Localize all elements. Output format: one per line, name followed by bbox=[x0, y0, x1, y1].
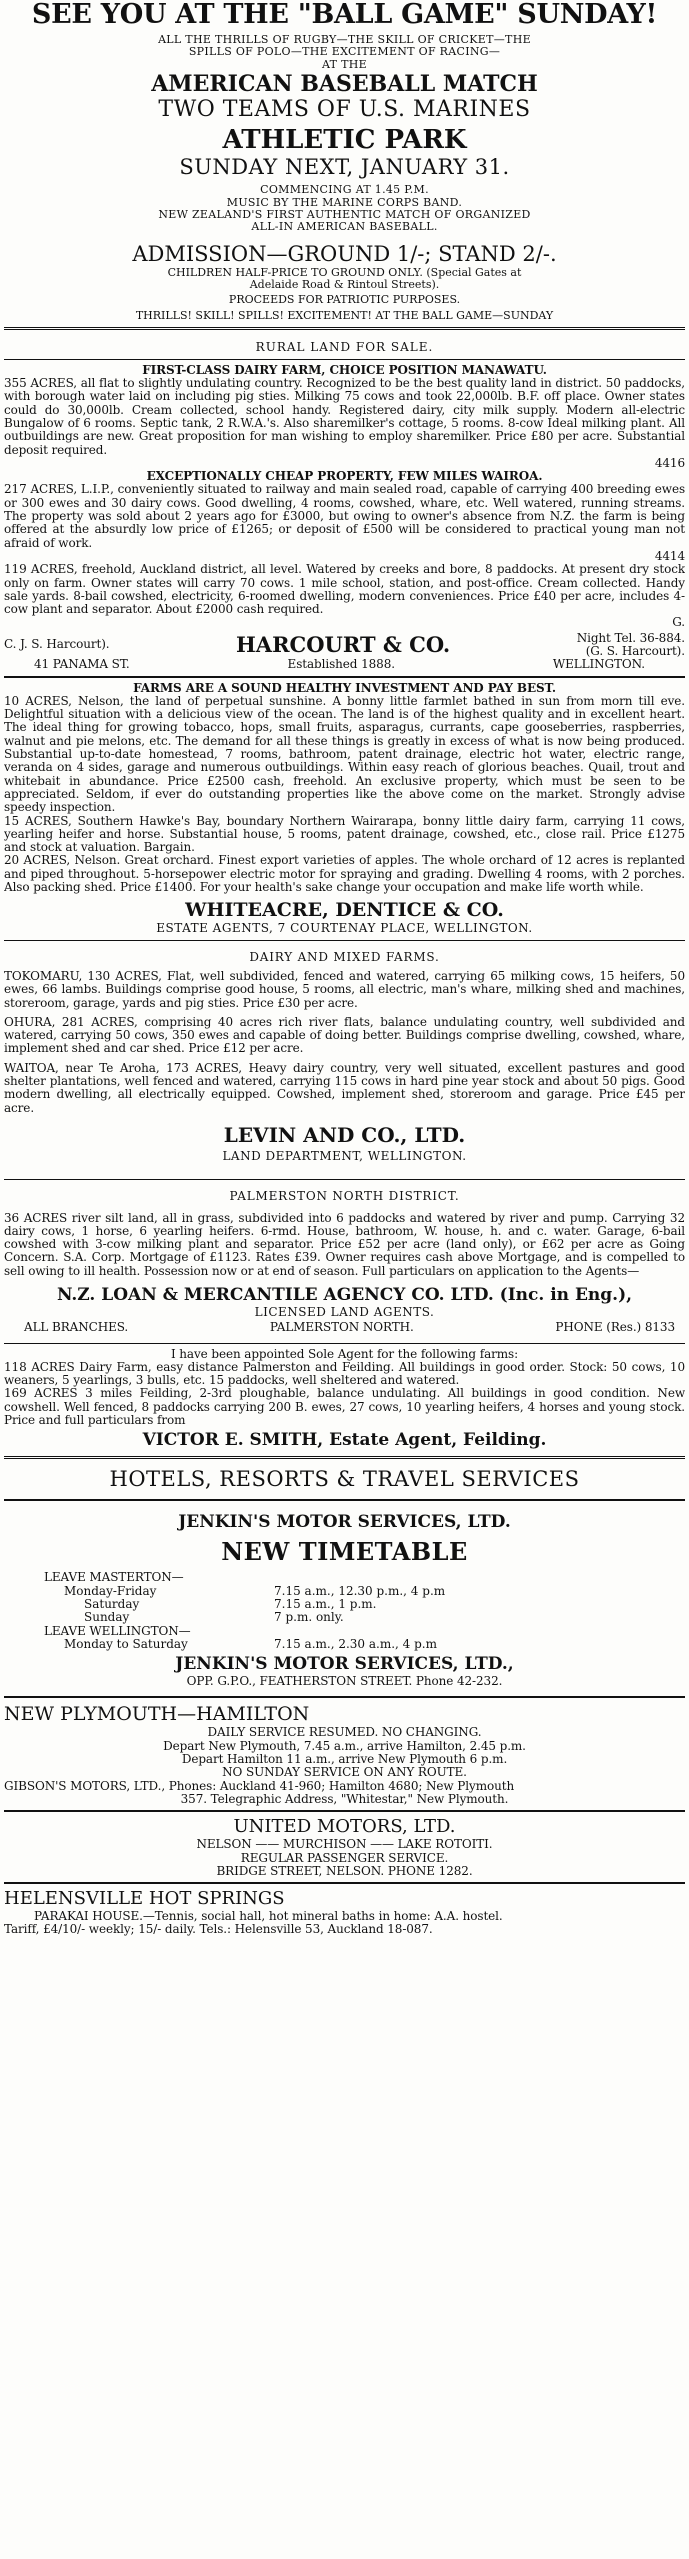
plymouth-ad bbox=[4, 1702, 685, 1806]
whiteacre-ad bbox=[4, 682, 685, 936]
ballgame-proceeds: PROCEEDS FOR PATRIOTIC PURPOSES. bbox=[228, 292, 461, 306]
jenkins-title2: JENKIN'S MOTOR SERVICES, LTD., bbox=[175, 1654, 514, 1675]
nzloan-licensed: LICENSED LAND AGENTS. bbox=[254, 1304, 435, 1319]
jenkins-title: JENKIN'S MOTOR SERVICES, LTD. bbox=[178, 1512, 511, 1533]
jenkins-masterton-table bbox=[64, 1585, 455, 1625]
divider bbox=[4, 1179, 685, 1180]
rural-p2-ref: 4414 bbox=[654, 548, 685, 563]
nzloan-ad bbox=[4, 1184, 685, 1334]
ballgame-date: SUNDAY NEXT, JANUARY 31. bbox=[179, 155, 510, 180]
nzloan-branches: ALL BRANCHES. bbox=[24, 1320, 129, 1335]
jenkins-leave1: LEAVE MASTERTON— bbox=[44, 1570, 184, 1585]
smith-p2: 169 ACRES 3 miles Feilding, 2-3rd ploughable, balance undulating. All buildings in good condition. New cowshell. Well fenced, 8 paddocks carrying 200 B. ewes, 27 cows, 10 yearling heifers, 4 horses and young stock. Price and full particulars from bbox=[4, 1386, 685, 1428]
nzloan-pn: PALMERSTON NORTH. bbox=[269, 1320, 414, 1335]
table-row bbox=[64, 1598, 455, 1611]
jenkins-ad bbox=[4, 1505, 685, 1688]
table-cell: Monday to Saturday bbox=[64, 1636, 188, 1651]
rural-sub1: FIRST-CLASS DAIRY FARM, CHOICE POSITION MANAWATU. bbox=[142, 362, 547, 377]
rural-sub2: EXCEPTIONALLY CHEAP PROPERTY, FEW MILES WAIROA. bbox=[146, 469, 543, 484]
table-row bbox=[64, 1585, 455, 1598]
divider bbox=[4, 940, 685, 941]
whiteacre-agent: WHITEACRE, DENTICE & CO. bbox=[185, 899, 504, 922]
rural-p1-ref: 4416 bbox=[654, 455, 685, 470]
table-cell: Sunday bbox=[84, 1610, 130, 1625]
ballgame-teams: TWO TEAMS OF U.S. MARINES bbox=[158, 97, 531, 123]
levin-agent: LEVIN AND CO., LTD. bbox=[223, 1122, 466, 1147]
rural-agent: HARCOURT & CO. bbox=[235, 632, 451, 657]
ballgame-thrills: THRILLS! SKILL! SPILLS! EXCITEMENT! AT THE BALL GAME—SUNDAY bbox=[135, 309, 554, 323]
harcourt-ad bbox=[4, 335, 685, 671]
levin-p3: WAITOA, near Te Aroha, 173 ACRES, Heavy dairy country, very well situated, excellent pastures and good shelter plantations, well fenced and watered, carrying 115 cows in hard pine year stock and about 50 pigs. Good modern dwelling, all electrically equipped. Cowshed, implement shed, storeroom and garage. Price £45 per acre. bbox=[4, 1060, 685, 1115]
rural-p2: 217 ACRES, L.I.P., conveniently situated to railway and main sealed road, capable of carrying 400 breeding ewes or 300 ewes and 30 dairy cows. Good dwelling, 4 rooms, cowshed, whare, etc. Well watered, running streams. The property was sold about 2 years ago for £3000, but owing to owner's absence from N.Z. the farm is being offered at the absurdly low price of £1265; or deposit of £500 will be considered to practical young man not afraid of work. bbox=[4, 482, 685, 550]
rural-p3-ref: G. bbox=[672, 615, 685, 630]
united-l1: NELSON —— MURCHISON —— LAKE ROTOITI. bbox=[196, 1837, 493, 1852]
ballgame-first1: NEW ZEALAND'S FIRST AUTHENTIC MATCH OF ORGANIZED bbox=[158, 208, 531, 222]
nzloan-phone: PHONE (Res.) 8133 bbox=[555, 1320, 675, 1335]
ballgame-headline: SEE YOU AT THE "BALL GAME" SUNDAY! bbox=[31, 0, 658, 30]
table-cell: Monday-Friday bbox=[64, 1583, 157, 1598]
levin-heading: DAIRY AND MIXED FARMS. bbox=[249, 949, 440, 964]
united-title: UNITED MOTORS, LTD. bbox=[233, 1816, 456, 1838]
nzloan-agent: N.Z. LOAN & MERCANTILE AGENCY CO. LTD. (Inc. in Eng.), bbox=[56, 1284, 633, 1305]
ballgame-at-the: AT THE bbox=[322, 57, 367, 71]
jenkins-address: OPP. G.P.O., FEATHERSTON STREET. Phone 42-232. bbox=[186, 1674, 503, 1689]
divider bbox=[4, 1499, 685, 1501]
rural-city: WELLINGTON. bbox=[552, 657, 645, 672]
smith-p1: 118 ACRES Dairy Farm, easy distance Palmerston and Feilding. All buildings in good order. Stock: 50 cows, 10 weaners, 5 yearlings, 3 bulls, etc. 15 paddocks, well sheltered and watered. bbox=[4, 1359, 685, 1388]
ballgame-children2: Adelaide Road & Rintoul Streets). bbox=[249, 278, 440, 292]
plymouth-l4: NO SUNDAY SERVICE ON ANY ROUTE. bbox=[222, 1765, 467, 1780]
rural-left-small: C. J. S. Harcourt). bbox=[4, 637, 110, 652]
ballgame-venue: ATHLETIC PARK bbox=[222, 125, 467, 156]
divider bbox=[4, 1343, 685, 1344]
united-ad bbox=[4, 1816, 685, 1878]
whiteacre-p1: 10 ACRES, Nelson, the land of perpetual sunshine. A bonny little farmlet bathed in sun from morn till eve. Delightful situation with a delicious view of the ocean. The land is of the highest quality and in excellent heart. The ideal thing for growing tobacco, hops, small fruits, asparagus, currants, cape gooseberries, raspberries, walnut and pie melons, etc. The demand for all these things is greatly in excess of what is now being produced. Substantial up-to-date homestead, 7 rooms, bathroom, patent drainage, electric hot water, electric range, veranda on 4 sides, garage and numerous outbuildings. Within easy reach of glorious beaches. Quail, trout and whitebait in abundance. Price £2500 cash, freehold. An exclusive property, which must be seen to be appreciated. Seldom, if ever do outstanding properties like the above come on the market. Strongly advise speedy inspection. bbox=[4, 693, 685, 815]
hotels-heading: HOTELS, RESORTS & TRAVEL SERVICES bbox=[109, 1467, 580, 1492]
table-row bbox=[64, 1638, 447, 1651]
rural-night-tel: Night Tel. 36-884. bbox=[576, 630, 685, 645]
divider bbox=[4, 676, 685, 678]
rural-gs: (G. S. Harcourt). bbox=[585, 644, 685, 658]
divider bbox=[4, 1882, 685, 1884]
ballgame-music: MUSIC BY THE MARINE CORPS BAND. bbox=[226, 195, 463, 209]
plymouth-l2: Depart New Plymouth, 7.45 a.m., arrive Hamilton, 2.45 p.m. bbox=[163, 1738, 526, 1753]
ballgame-ad bbox=[4, 0, 685, 322]
helensville-title: HELENSVILLE HOT SPRINGS bbox=[4, 1888, 285, 1910]
rural-established: Established 1888. bbox=[287, 657, 395, 672]
ballgame-sub2: SPILLS OF POLO—THE EXCITEMENT OF RACING— bbox=[188, 45, 501, 59]
ballgame-children1: CHILDREN HALF-PRICE TO GROUND ONLY. (Special Gates at bbox=[167, 265, 522, 279]
divider bbox=[4, 359, 685, 360]
ballgame-sub1: ALL THE THRILLS OF RUGBY—THE SKILL OF CRICKET—THE bbox=[158, 33, 531, 46]
smith-intro: I have been appointed Sole Agent for the following farms: bbox=[170, 1347, 519, 1361]
table-cell: 7 p.m. only. bbox=[274, 1610, 344, 1625]
rural-p1: 355 ACRES, all flat to slightly undulating country. Recognized to be the best quality land in district. 50 paddocks, with borough water laid on including pig sties. Milking 75 cows and took 22,000lb. B.F. off place. Owner states could do 30,000lb. Cream collected, school handy. Registered dairy, city milk supply. Modern all-electric Bungalow of 6 rooms. Septic tank, 2 R.W.A.'s. Also sharemilker's cottage, 5 rooms. 8-cow Ideal milking plant. All outbuildings are new. Great proposition for man wishing to employ sharemilker. Price £80 per acre. Substantial deposit required. bbox=[4, 376, 685, 457]
table-cell: 7.15 a.m., 1 p.m. bbox=[274, 1596, 377, 1611]
smith-ad bbox=[4, 1348, 685, 1452]
whiteacre-p3: 20 ACRES, Nelson. Great orchard. Finest export varieties of apples. The whole orchard of 12 acres is replanted and piped throughout. 5-horsepower electric motor for spraying and grading. Dwelling 4 rooms, with 2 porches. Also packing shed. Price £1400. For your health's sake change your occupation and make life worth while. bbox=[4, 853, 685, 895]
ballgame-commencing: COMMENCING AT 1.45 P.M. bbox=[260, 183, 429, 197]
helensville-l2: Tariff, £4/10/- weekly; 15/- daily. Tels.: Helensville 53, Auckland 18-087. bbox=[4, 1922, 433, 1937]
divider bbox=[4, 327, 685, 330]
plymouth-l5: GIBSON'S MOTORS, LTD., Phones: Auckland 41-960; Hamilton 4680; New Plymouth bbox=[4, 1778, 515, 1793]
whiteacre-address: ESTATE AGENTS, 7 COURTENAY PLACE, WELLINGTON. bbox=[156, 921, 533, 936]
table-cell: 7.15 a.m., 12.30 p.m., 4 p.m bbox=[274, 1583, 446, 1598]
rural-p3: 119 ACRES, freehold, Auckland district, all level. Watered by creeks and bore, 8 paddocks. At present dry stock only on farm. Owner states will carry 70 cows. 1 mile school, station, and post-office. Cream collected. Handy sale yards. 8-bail cowshed, electricity, 6-roomed dwelling, modern conveniences. Price £40 per acre, includes 4-cow plant and separator. About £2000 cash required. bbox=[4, 562, 685, 617]
helensville-l1: PARAKAI HOUSE.—Tennis, social hall, hot mineral baths in home: A.A. hostel. bbox=[34, 1909, 503, 1924]
united-l2: REGULAR PASSENGER SERVICE. bbox=[240, 1850, 449, 1865]
nzloan-p1: 36 ACRES river silt land, all in grass, subdivided into 6 paddocks and watered by river and pump. Carrying 32 dairy cows, 1 horse, 6 yearling heifers. 6-rmd. House, bathroom, W. house, h. and c. water. Garage, 6-bail cowshed with 3-cow milking plant and separator. Price £52 per acre (land only), or £62 per acre as Going Concern. S.A. Corp. Mortgage of £1123. Rates £39. Owner requires cash above Mortgage, and is compelled to sell owing to ill health. Possession now or at end of season. Full particulars on application to the Agents— bbox=[4, 1210, 685, 1278]
levin-ad bbox=[4, 945, 685, 1164]
united-l3: BRIDGE STREET, NELSON. PHONE 1282. bbox=[216, 1863, 473, 1878]
rural-address: 41 PANAMA ST. bbox=[34, 657, 130, 672]
ballgame-match: AMERICAN BASEBALL MATCH bbox=[151, 71, 538, 98]
plymouth-l6: 357. Telegraphic Address, "Whitestar," New Plymouth. bbox=[180, 1791, 509, 1806]
divider bbox=[4, 1810, 685, 1812]
smith-agent: VICTOR E. SMITH, Estate Agent, Feilding. bbox=[142, 1430, 547, 1451]
ballgame-admission: ADMISSION—GROUND 1/-; STAND 2/-. bbox=[132, 241, 557, 266]
whiteacre-sub: FARMS ARE A SOUND HEALTHY INVESTMENT AND PAY BEST. bbox=[133, 681, 556, 695]
levin-p1: TOKOMARU, 130 ACRES, Flat, well subdivided, fenced and watered, carrying 65 milking cows, 15 heifers, 50 ewes, 66 lambs. Buildings comprise good house, 5 rooms, all electric, man's whare, milking shed and machines, storeroom, garage, yards and pig sties. Price £30 per acre. bbox=[4, 968, 685, 1010]
rural-heading: RURAL LAND FOR SALE. bbox=[255, 340, 434, 355]
whiteacre-p2: 15 ACRES, Southern Hawke's Bay, boundary Northern Wairarapa, bonny little dairy farm, carrying 11 cows, yearling heifer and horse. Substantial house, 5 rooms, patent drainage, cowshed, etc., close rail. Price £1275 and stock at valuation. Bargain. bbox=[4, 813, 685, 855]
levin-p2: OHURA, 281 ACRES, comprising 40 acres rich river flats, balance undulating country, well subdivided and watered, carrying 50 cows, 350 ewes and capable of doing better. Buildings comprise dwelling, cowshed, whare, implement shed and car shed. Price £12 per acre. bbox=[4, 1014, 685, 1056]
ballgame-first2: ALL-IN AMERICAN BASEBALL. bbox=[251, 220, 438, 234]
plymouth-l3: Depart Hamilton 11 a.m., arrive New Plymouth 6 p.m. bbox=[181, 1752, 508, 1767]
jenkins-wellington-table bbox=[64, 1638, 447, 1651]
table-cell: 7.15 a.m., 2.30 a.m., 4 p.m bbox=[274, 1636, 437, 1651]
divider bbox=[4, 1696, 685, 1698]
helensville-ad bbox=[4, 1888, 685, 1937]
plymouth-title: NEW PLYMOUTH—HAMILTON bbox=[4, 1703, 310, 1726]
plymouth-l1: DAILY SERVICE RESUMED. NO CHANGING. bbox=[207, 1725, 482, 1740]
table-row bbox=[64, 1611, 455, 1624]
divider bbox=[4, 1456, 685, 1459]
levin-dept: LAND DEPARTMENT, WELLINGTON. bbox=[222, 1148, 467, 1163]
jenkins-timetable: NEW TIMETABLE bbox=[221, 1537, 468, 1567]
table-cell: Saturday bbox=[84, 1596, 140, 1611]
nzloan-heading: PALMERSTON NORTH DISTRICT. bbox=[229, 1189, 460, 1204]
jenkins-leave2: LEAVE WELLINGTON— bbox=[44, 1623, 191, 1638]
